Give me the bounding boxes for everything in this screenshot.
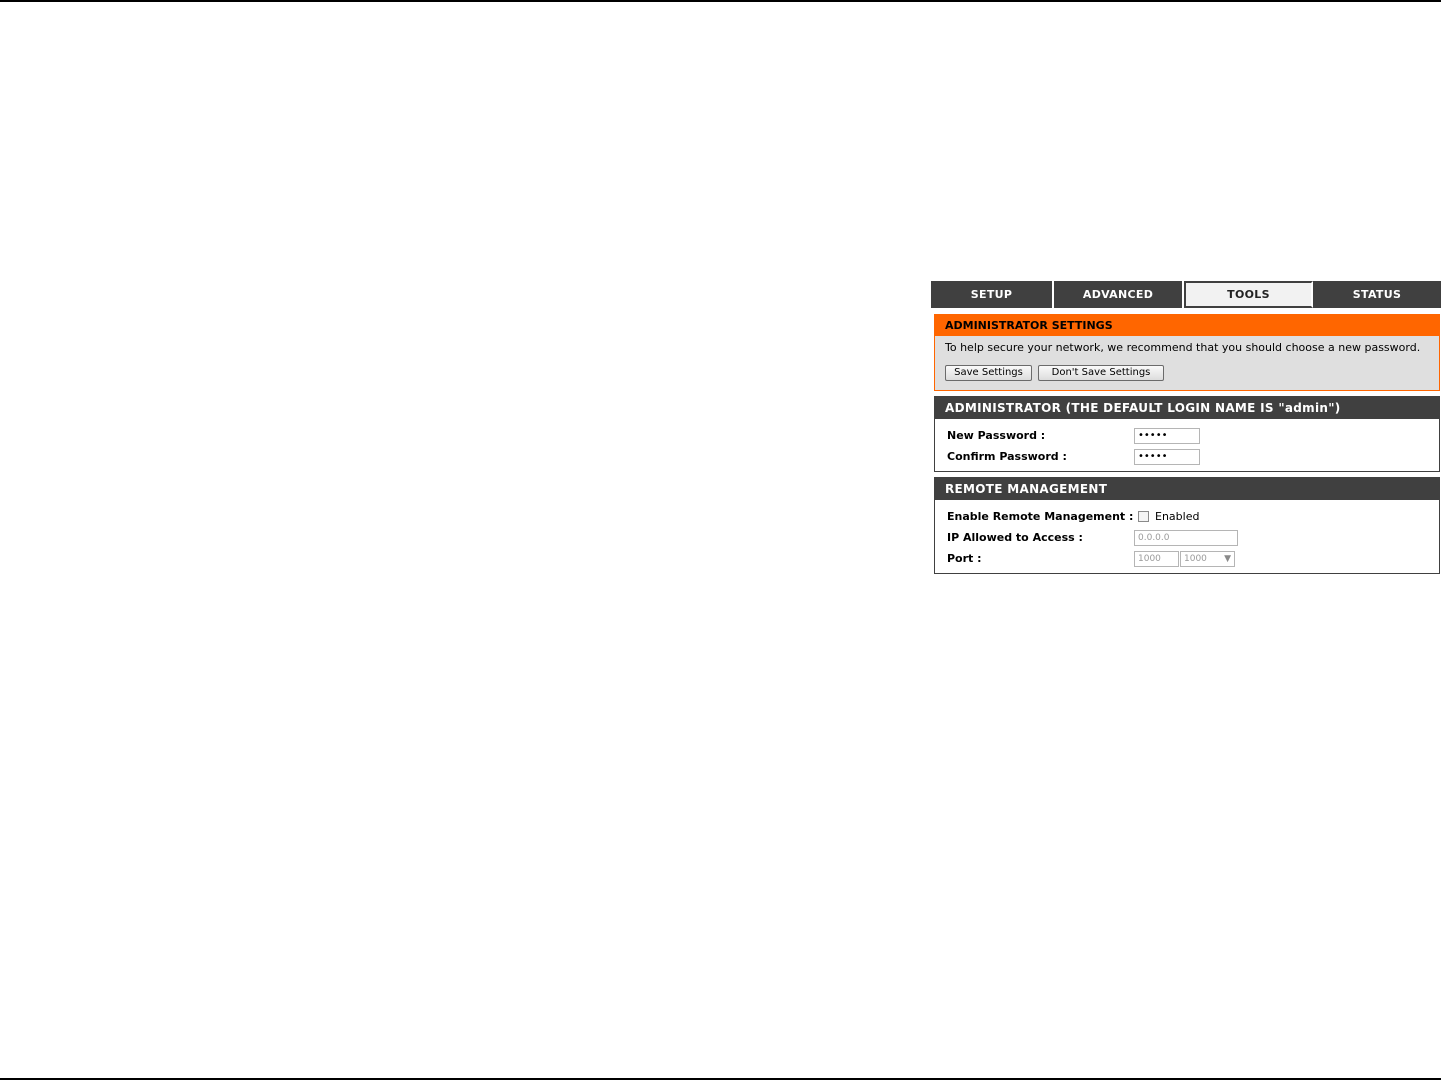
dont-save-settings-button[interactable]: Don't Save Settings — [1038, 365, 1164, 381]
port-input[interactable] — [1134, 551, 1179, 567]
ip-allowed-label: IP Allowed to Access : — [947, 531, 1083, 544]
administrator-section-title: ADMINISTRATOR (THE DEFAULT LOGIN NAME IS "admin") — [935, 397, 1439, 419]
ip-allowed-input[interactable] — [1134, 530, 1238, 546]
confirm-password-row — [947, 446, 1429, 467]
new-password-label: New Password : — [947, 429, 1046, 442]
administrator-settings-title: ADMINISTRATOR SETTINGS — [935, 315, 1439, 336]
administrator-settings-box — [934, 314, 1440, 391]
save-settings-button[interactable]: Save Settings — [945, 365, 1032, 381]
chevron-down-icon: ▼ — [1224, 553, 1231, 564]
top-rule — [0, 0, 1441, 2]
enable-remote-management-label: Enable Remote Management : — [947, 510, 1134, 523]
new-password-field[interactable] — [1134, 428, 1200, 444]
port-select[interactable] — [1180, 551, 1235, 567]
tab-tools[interactable]: TOOLS — [1184, 281, 1313, 308]
port-row — [947, 548, 1429, 569]
administrator-section — [934, 396, 1440, 472]
settings-button-row — [935, 357, 1439, 390]
port-label: Port : — [947, 552, 982, 565]
enable-remote-management-checkbox[interactable] — [1138, 511, 1149, 522]
enable-remote-management-row — [947, 506, 1429, 527]
main-tabs — [931, 281, 1441, 308]
router-tools-panel — [931, 281, 1441, 574]
ip-allowed-row — [947, 527, 1429, 548]
bottom-rule — [0, 1078, 1441, 1080]
tab-advanced[interactable]: ADVANCED — [1054, 281, 1184, 308]
administrator-settings-description: To help secure your network, we recommend that you should choose a new password. — [945, 341, 1421, 354]
remote-management-section — [934, 477, 1440, 574]
tab-setup[interactable]: SETUP — [931, 281, 1054, 308]
remote-management-title: REMOTE MANAGEMENT — [935, 478, 1439, 500]
confirm-password-field[interactable] — [1134, 449, 1200, 465]
tab-status[interactable]: STATUS — [1313, 281, 1441, 308]
confirm-password-label: Confirm Password : — [947, 450, 1067, 463]
enabled-text: Enabled — [1155, 510, 1200, 523]
port-select-value: 1000 — [1184, 553, 1207, 564]
new-password-row — [947, 425, 1429, 446]
